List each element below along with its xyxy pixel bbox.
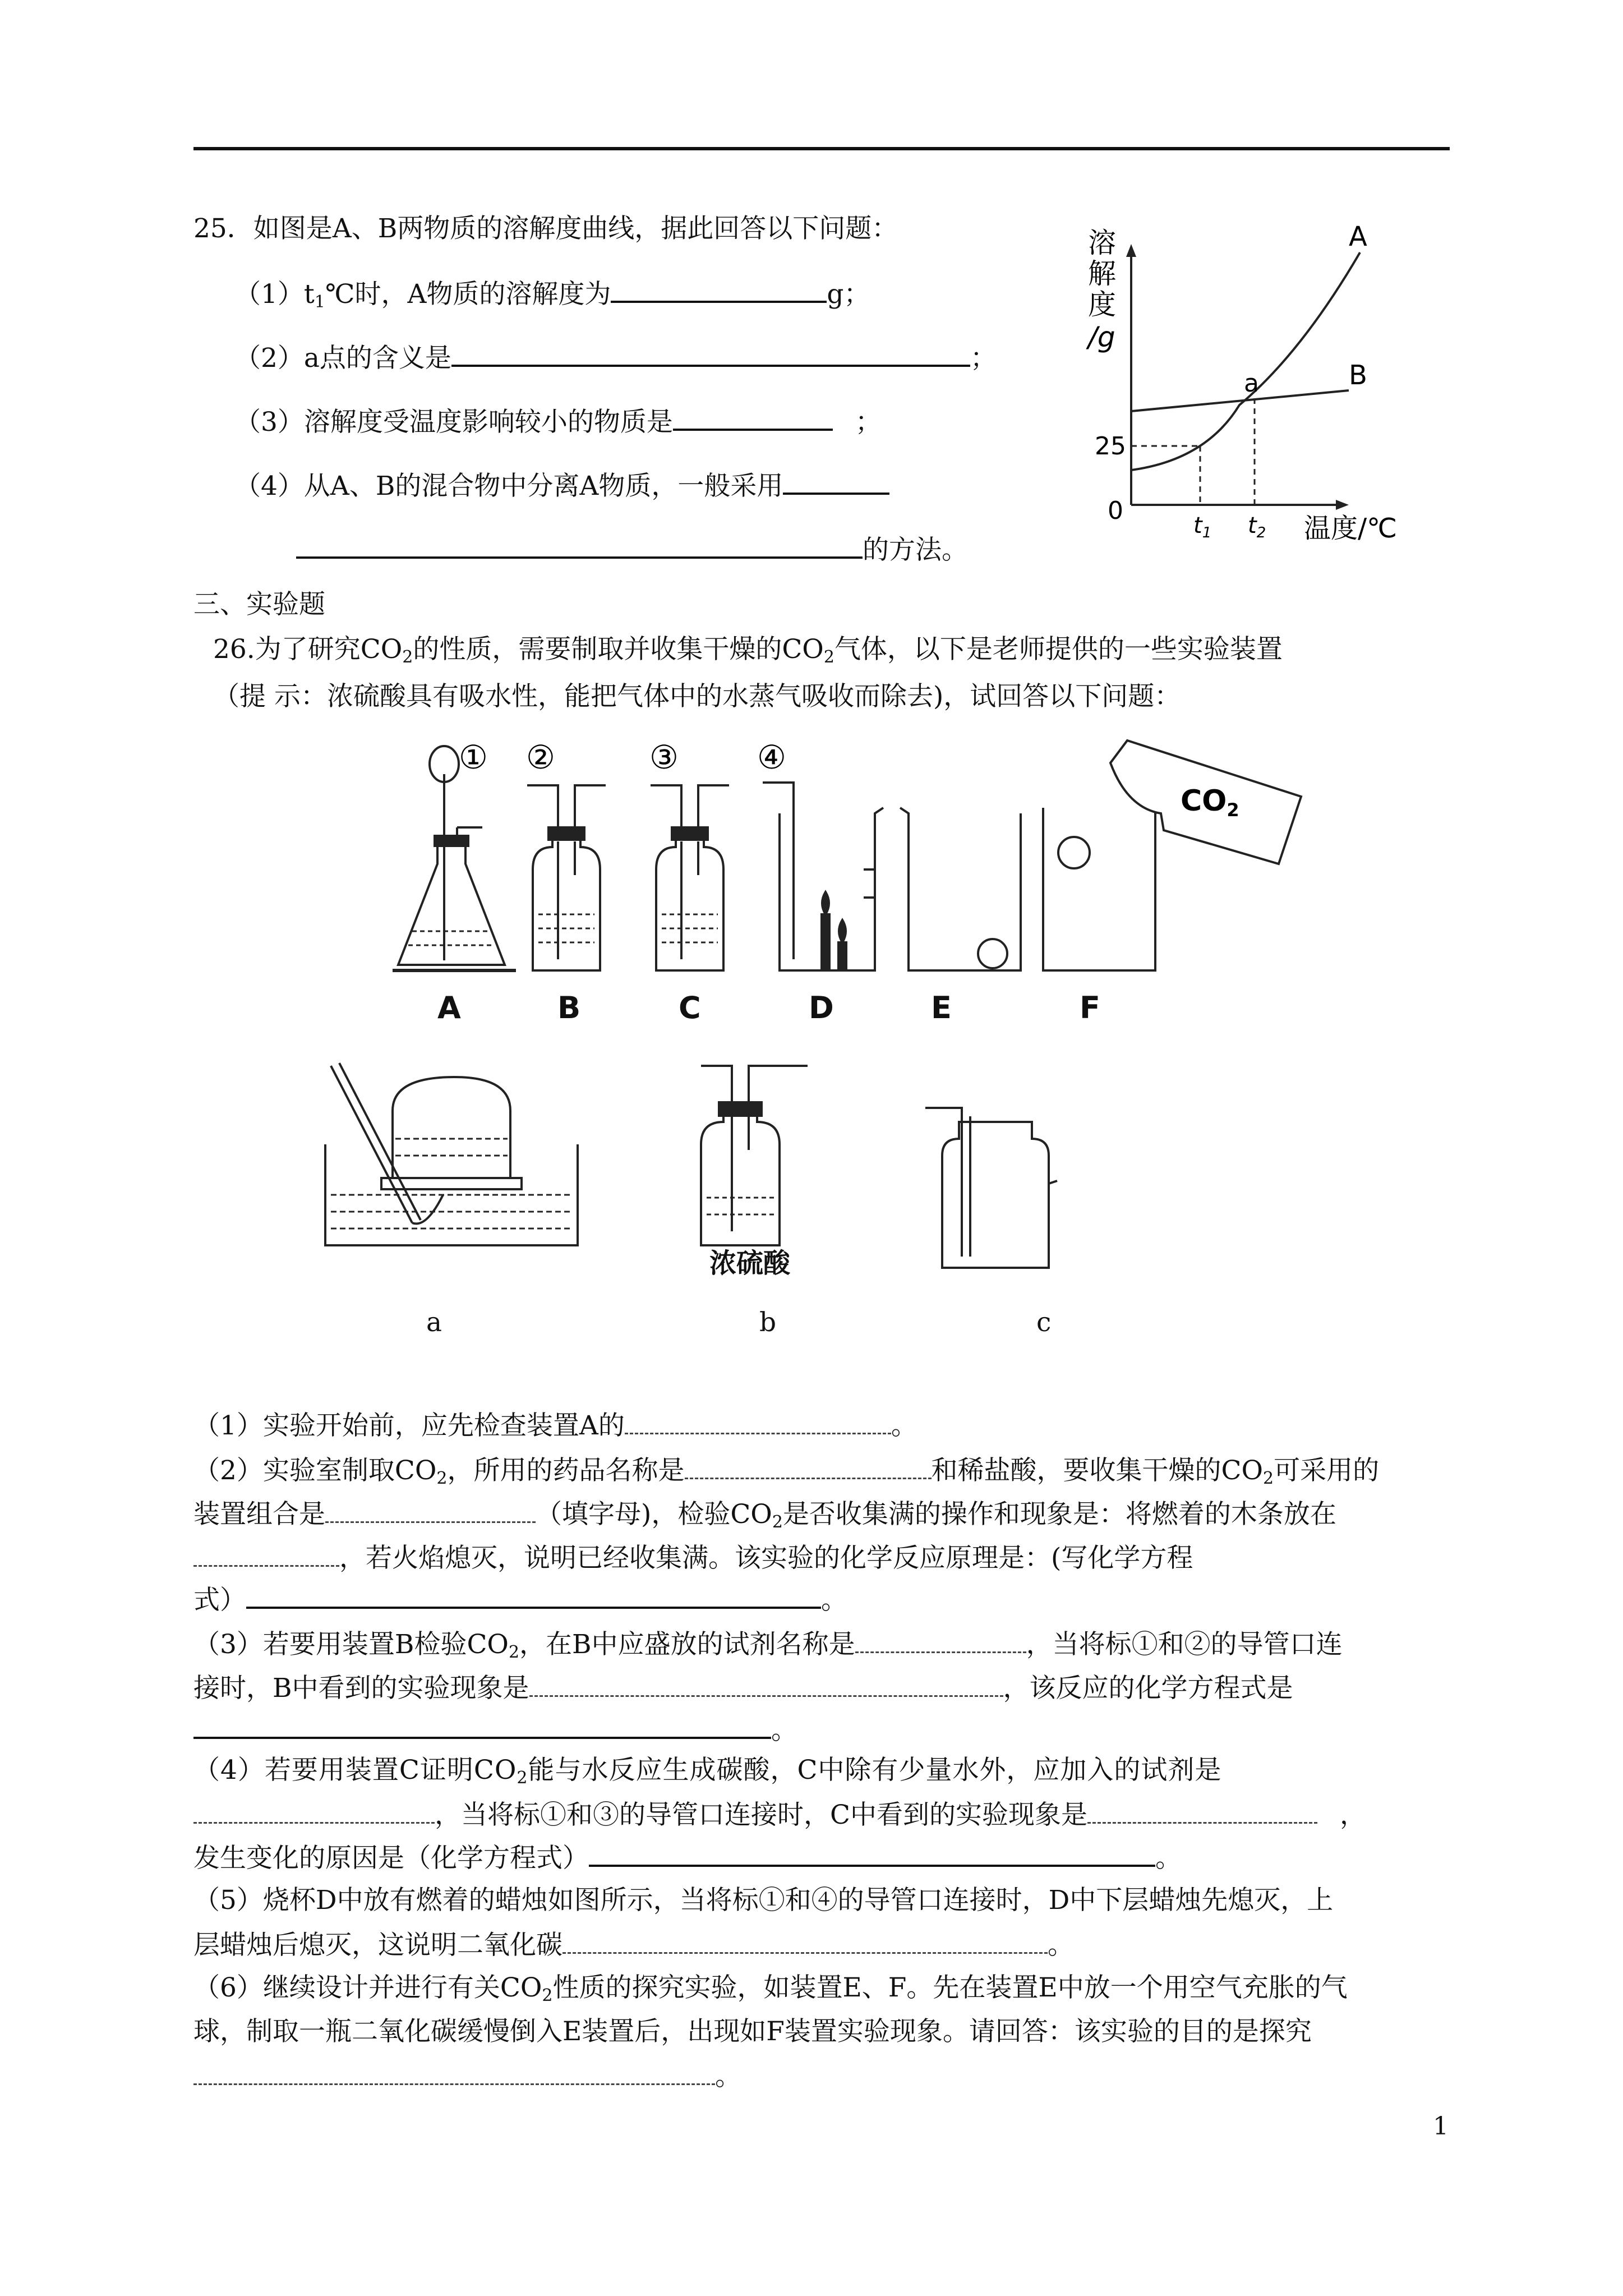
q25-part2: （2）a点的含义是 ； <box>234 340 997 375</box>
label-e: E <box>931 990 952 1025</box>
apparatus-lower-c <box>925 1108 1057 1268</box>
circled-4: ④ <box>757 738 786 776</box>
b-caption: 浓硫酸 <box>709 1248 791 1279</box>
q3-blank1[interactable] <box>855 1627 1026 1653</box>
q1-blank[interactable] <box>625 1408 891 1434</box>
q25-part3: （3）溶解度受温度影响较小的物质是 ； <box>234 404 882 439</box>
q25-part4-cont: 的方法。 <box>296 532 968 567</box>
q26-stem-line2: （提 示：浓硫酸具有吸水性，能把气体中的水蒸气吸收而除去)，试回答以下问题： <box>213 681 1181 712</box>
graph-t2-label: $t_2$ <box>1248 513 1266 541</box>
co2-label: CO2 <box>1181 784 1239 821</box>
apparatus-lower-b <box>701 1066 808 1245</box>
apparatus-c <box>651 785 729 970</box>
q26-part5-line2: 层蜡烛后熄灭，这说明二氧化碳 。 <box>193 1927 1074 1962</box>
apparatus-lower-a <box>325 1063 578 1245</box>
q5-blank[interactable] <box>562 1927 1048 1954</box>
label-a: A <box>437 990 461 1025</box>
apparatus-d <box>763 783 883 970</box>
label-b: B <box>557 990 581 1025</box>
graph-ylabel-1: 溶 <box>1088 227 1116 259</box>
q4-blank3[interactable] <box>589 1840 1155 1867</box>
graph-ylabel-2: 解 <box>1088 257 1116 290</box>
q26-part3-line1: （3）若要用装置B检验$CO_2$，在B中应盛放的试剂名称是 ，当将标①和②的导管口连 <box>193 1627 1343 1669</box>
q26-stem-line1: 26.为了研究$CO_2$的性质，需要制取并收集干燥的$CO_2$气体，以下是老师提供的一些实验装置 <box>213 634 1283 667</box>
section-title: 三、实验题 <box>193 589 325 620</box>
circled-3: ③ <box>649 738 679 776</box>
q25-blank2[interactable] <box>451 340 970 367</box>
q26-part3-line3: 。 <box>193 1712 797 1747</box>
apparatus-a <box>393 746 516 970</box>
q25-blank1[interactable] <box>611 276 827 303</box>
circled-1: ① <box>459 738 488 776</box>
q4-blank2[interactable] <box>1087 1797 1317 1824</box>
graph-ylabel-3: 度 <box>1088 288 1116 321</box>
q26-part2-line2: 装置组合是 （填字母)，检验$CO_2$是否收集满的操作和现象是：将燃着的木条放在 <box>193 1497 1336 1539</box>
graph-curve-a-label: A <box>1349 221 1367 252</box>
label-lower-b: b <box>759 1307 777 1338</box>
q3-blank2[interactable] <box>529 1671 1003 1697</box>
q26-part3-line2: 接时，B中看到的实验现象是 ，该反应的化学方程式是 <box>193 1671 1293 1705</box>
graph-origin: 0 <box>1108 496 1123 525</box>
q25-stem: 25．如图是A、B两物质的溶解度曲线，据此回答以下问题： <box>193 213 898 244</box>
q25-blank4b[interactable] <box>296 532 863 559</box>
apparatus-b <box>527 785 606 970</box>
page-number: 1 <box>1433 2112 1449 2141</box>
label-lower-c: c <box>1036 1307 1052 1338</box>
q26-part2-line1: （2）实验室制取$CO_2$，所用的药品名称是 和稀盐酸，要收集干燥的$CO_2$可采用的 <box>193 1453 1379 1496</box>
label-f: F <box>1080 990 1100 1025</box>
q6-blank[interactable] <box>193 2059 715 2085</box>
graph-t1-label: $t_1$ <box>1193 513 1212 541</box>
label-lower-a: a <box>426 1307 442 1338</box>
q25-blank4a[interactable] <box>783 468 889 495</box>
apparatus-row <box>381 729 1335 999</box>
q26-part5-line1: （5）烧杯D中放有燃着的蜡烛如图所示，当将标①和④的导管口连接时，D中下层蜡烛先熄灭，上 <box>193 1885 1334 1916</box>
circled-2: ② <box>526 738 555 776</box>
q26-part6-line3: 。 <box>193 2059 741 2093</box>
graph-curve-b-label: B <box>1349 360 1367 391</box>
q26-part6-line1: （6）继续设计并进行有关$CO_2$性质的探究实验，如装置E、F。先在装置E中放一个用空气充胀的气 <box>193 1972 1348 2005</box>
q25-blank3[interactable] <box>673 404 833 431</box>
q2-blank2[interactable] <box>325 1497 536 1523</box>
q26-part4-line2: ，当将标①和③的导管口连接时，C中看到的实验现象是 ， <box>193 1797 1366 1832</box>
q26-part4-line1: （4）若要用装置C证明$CO_2$能与水反应生成碳酸，C中除有少量水外，应加入的试剂是 <box>193 1755 1222 1788</box>
graph-y-tick: 25 <box>1095 432 1126 461</box>
q26-part2-line3: ，若火焰熄灭，说明已经收集满。该实验的化学反应原理是：(写化学方程 <box>193 1540 1193 1575</box>
q25-part1: $(1)t_1℃$时，A物质的溶解度为 g； <box>234 276 870 319</box>
q26-part1: （1）实验开始前，应先检查装置A的 。 <box>193 1408 917 1443</box>
q2-blank4[interactable] <box>246 1582 821 1609</box>
q4-blank1[interactable] <box>193 1797 435 1824</box>
graph-point-a-label: a <box>1244 369 1259 398</box>
graph-xlabel: 温度/℃ <box>1304 513 1398 544</box>
solubility-graph <box>1066 213 1436 550</box>
q26-part2-line4: 式） 。 <box>193 1582 847 1617</box>
q2-blank1[interactable] <box>685 1453 932 1479</box>
q26-part6-line2: 球，制取一瓶二氧化碳缓慢倒入E装置后，出现如F装置实验现象。请回答：该实验的目的是探究 <box>193 2016 1312 2047</box>
q2-blank3[interactable] <box>193 1540 339 1567</box>
graph-ylabel-4: /g <box>1088 321 1115 353</box>
label-d: D <box>809 990 834 1025</box>
q3-blank3[interactable] <box>193 1712 771 1739</box>
header-rule <box>193 147 1450 150</box>
q25-part4: （4）从A、B的混合物中分离A物质，一般采用 <box>234 468 889 503</box>
apparatus-e <box>900 808 1021 970</box>
label-c: C <box>679 990 701 1025</box>
apparatus-f <box>1043 740 1301 970</box>
q26-part4-line3: 发生变化的原因是（化学方程式） 。 <box>193 1840 1182 1875</box>
